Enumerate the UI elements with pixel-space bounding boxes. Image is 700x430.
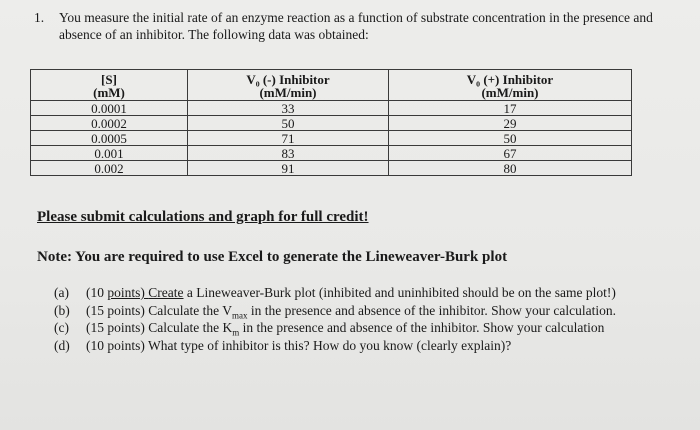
part-c-label: (c) bbox=[54, 320, 69, 335]
header-substrate: [S] (mM) bbox=[31, 70, 188, 101]
header-v0-with-inhibitor: V₀ (+) Inhibitor (mM/min) bbox=[389, 70, 632, 101]
cell-v0-plus: 29 bbox=[389, 116, 632, 131]
table-row bbox=[31, 161, 632, 176]
part-a: (a) (10 points) Create a Lineweaver-Burk plot (inhibited and uninhibited should be on the same plot!) bbox=[54, 285, 616, 300]
cell-v0-minus: 71 bbox=[188, 131, 389, 146]
cell-substrate: 0.001 bbox=[31, 146, 188, 161]
table-row bbox=[31, 131, 632, 146]
excel-note: Note: You are required to use Excel to generate the Lineweaver-Burk plot bbox=[37, 249, 508, 265]
cell-substrate: 0.0005 bbox=[31, 131, 188, 146]
part-d: (d) (10 points) What type of inhibitor is this? How do you know (clearly explain)? bbox=[54, 337, 512, 353]
cell-v0-plus: 17 bbox=[389, 101, 632, 116]
question-parts bbox=[54, 285, 634, 355]
cell-v0-minus: 91 bbox=[188, 161, 389, 176]
cell-substrate: 0.0002 bbox=[31, 116, 188, 131]
question-text: You measure the initial rate of an enzyme reaction as a function of substrate concentration in the presence and absence of an inhibitor. The following data was obtained: bbox=[59, 10, 653, 42]
cell-v0-minus: 33 bbox=[188, 101, 389, 116]
table-row bbox=[31, 101, 632, 116]
table-row bbox=[31, 146, 632, 161]
part-c: (c) (15 points) Calculate the $K_m$ in the presence and absence of the inhibitor. Show your calculation bbox=[54, 320, 605, 338]
cell-v0-plus: 50 bbox=[389, 131, 632, 146]
table-row bbox=[31, 116, 632, 131]
cell-v0-plus: 80 bbox=[389, 161, 632, 176]
cell-substrate: 0.002 bbox=[31, 161, 188, 176]
question-intro bbox=[34, 9, 654, 43]
cell-v0-minus: 50 bbox=[188, 116, 389, 131]
part-a-label: (a) bbox=[54, 285, 69, 300]
part-a-text: a Lineweaver-Burk plot (inhibited and uninhibited should be on the same plot!) bbox=[183, 285, 616, 300]
table-header-row bbox=[31, 70, 632, 101]
part-d-label: (d) bbox=[54, 337, 70, 353]
cell-v0-minus: 83 bbox=[188, 146, 389, 161]
cell-v0-plus: 67 bbox=[389, 146, 632, 161]
part-b-label: (b) bbox=[54, 302, 70, 318]
submit-instruction: Please submit calculations and graph for full credit! bbox=[37, 209, 369, 225]
header-v0-no-inhibitor: V₀ (-) Inhibitor (mM/min) bbox=[188, 70, 389, 101]
cell-substrate: 0.0001 bbox=[31, 101, 188, 116]
question-number: 1. bbox=[34, 10, 45, 25]
data-table bbox=[30, 69, 632, 176]
part-b: (b) (15 points) Calculate the $V_{max}$ in the presence and absence of the inhibitor. Show your calculation. bbox=[54, 302, 616, 321]
